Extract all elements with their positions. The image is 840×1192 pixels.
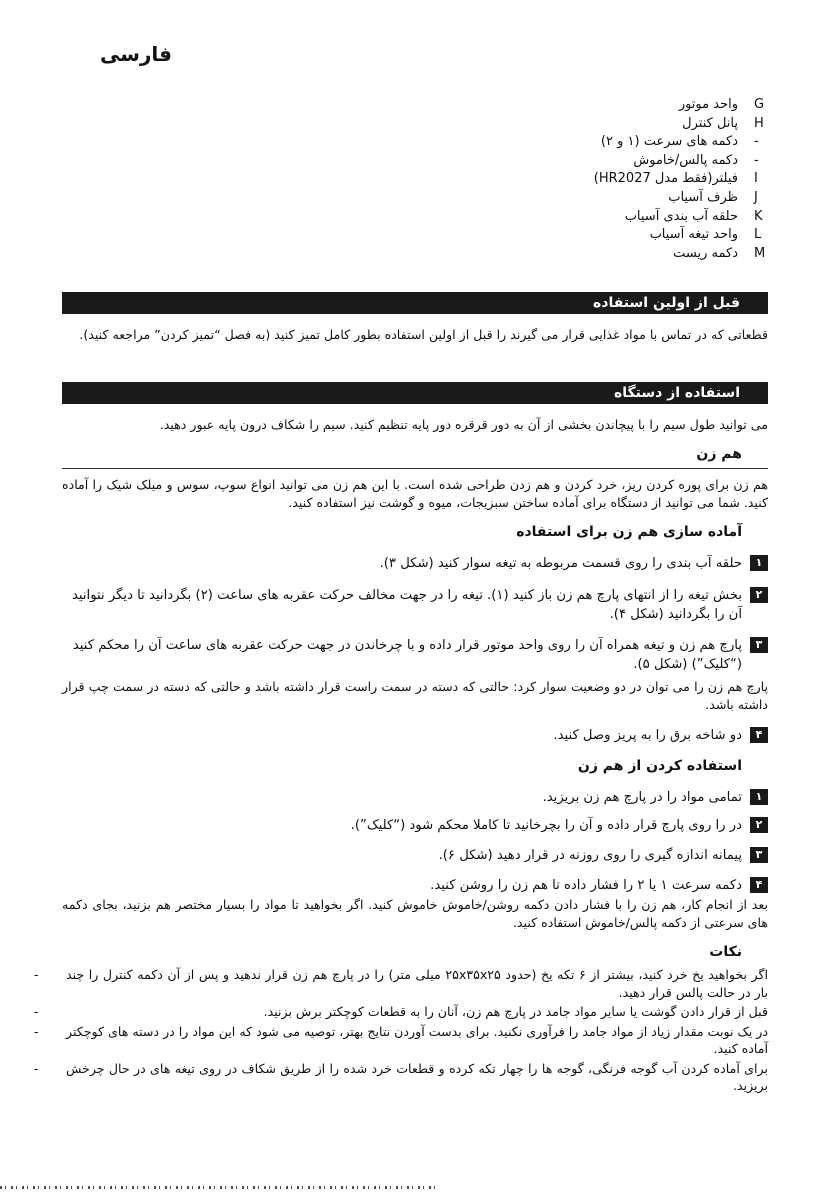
bullet-dash: -	[34, 1004, 39, 1019]
step-text: حلقه آب بندی را روی قسمت مربوطه به تیغه سوار کنید (شکل ۳).	[379, 556, 742, 571]
legend-letter: L	[754, 227, 762, 243]
step-number: ۱	[750, 789, 768, 805]
section-title: استفاده از دستگاه	[614, 385, 740, 401]
legend-text: دکمه پالس/خاموش	[633, 152, 738, 168]
list-item-text: در یک نوبت مقدار زیاد از مواد جامد را فرآوری نکنید. برای بدست آوردن نتایج بهتر، توصیه می شود که این مواد را در دسته های کوچکتر آماده کنید.	[66, 1023, 768, 1056]
step-text: بخش تیغه را از انتهای پارچ هم زن باز کنید (۱). تیغه را در جهت مخالف حرکت عقربه های ساعت (۲) بگردانید تا دیگر نتوانید آن را بگردانید (شکل ۴).	[71, 588, 742, 622]
legend-letter: J	[754, 189, 758, 205]
legend-letter: -	[754, 152, 759, 168]
divider	[62, 468, 768, 469]
list-item	[34, 966, 768, 1001]
legend-text: حلقه آب بندی آسیاب	[624, 208, 738, 224]
section-paragraph: قطعاتی که در تماس با مواد غذایی قرار می گیرند را قبل از اولین استفاده بطور کامل تمیز کنید (به فصل “تمیز کردن” مراجعه کنید).	[79, 327, 768, 342]
step-item	[62, 788, 768, 807]
section-title: قبل از اولین استفاده	[593, 295, 740, 311]
legend-row	[40, 115, 772, 134]
legend-text: دکمه ریست	[673, 245, 738, 261]
step-item	[62, 554, 768, 573]
list-item	[34, 1003, 768, 1021]
step-number: ۳	[750, 847, 768, 863]
bullet-dash: -	[34, 1060, 39, 1076]
print-registration-marks	[0, 1186, 440, 1189]
list-item	[34, 1023, 768, 1058]
language-title: فارسی	[100, 42, 173, 66]
subsection-title: هم زن	[696, 446, 742, 462]
step-item	[62, 726, 768, 745]
legend-letter: H	[754, 115, 764, 131]
step-text: پیمانه اندازه گیری را روی روزنه در قرار دهید (شکل ۶).	[438, 848, 742, 863]
legend-text: پانل کنترل	[682, 115, 738, 131]
bullet-dash: -	[34, 967, 39, 982]
legend-row	[40, 152, 772, 171]
legend-row	[40, 189, 772, 208]
step-number: ۳	[750, 637, 768, 653]
legend-row	[40, 96, 772, 115]
subsection-title: آماده سازی هم زن برای استفاده	[516, 524, 742, 540]
after-use-paragraph: بعد از انجام کار، هم زن را با فشار دادن دکمه روشن/خاموش خاموش کنید. اگر بخواهید تا مواد را بسیار مختصر هم بزنید، بجای دکمه های سرعتی از دکمه پالس/خاموش استفاده کنید.	[62, 897, 768, 930]
legend-row	[40, 133, 772, 152]
step-text: دو شاخه برق را به پریز وصل کنید.	[553, 728, 742, 743]
legend-text: دکمه های سرعت (۱ و ۲)	[600, 134, 738, 150]
tips-list	[34, 966, 768, 1097]
step-text: تمامی مواد را در پارچ هم زن بریزید.	[542, 790, 742, 805]
legend-text: ظرف آسیاب	[668, 189, 738, 205]
legend-row	[40, 245, 772, 264]
subsection-title: استفاده کردن از هم زن	[577, 758, 742, 774]
tips-title: نکات	[709, 944, 742, 960]
section-header-using-appliance	[62, 382, 768, 404]
note-paragraph: پارچ هم زن را می توان در دو وضعیت سوار کرد: حالتی که دسته در سمت راست قرار داشته باشد و حالتی که دسته در سمت چپ قرار داشته باشد.	[62, 679, 768, 712]
section-header-before-first-use	[62, 292, 768, 314]
list-item-text: برای آماده کردن آب گوجه فرنگی، گوجه ها را چهار تکه کرده و قطعات خرد شده را از طریق شکاف در روی تیغه های در حال چرخش بریزید.	[66, 1060, 768, 1093]
step-text: پارچ هم زن و تیغه همراه آن را روی واحد موتور قرار داده و با چرخاندن در جهت حرکت عقربه های ساعت آن را محکم کنید (“کلیک”) (شکل ۵).	[72, 638, 742, 672]
step-item	[62, 876, 768, 895]
step-number: ۱	[750, 555, 768, 571]
legend-text: فیلتر(فقط مدل HR2027)	[593, 171, 738, 187]
step-item	[62, 846, 768, 865]
step-text: در را روی پارچ قرار داده و آن را بچرخانید تا کاملا محکم شود (“کلیک”).	[350, 818, 742, 833]
list-item-text: قبل از قرار دادن گوشت یا سایر مواد جامد در پارچ هم زن، آنان را به قطعات کوچکتر برش بزنید.	[263, 1004, 768, 1019]
parts-legend	[40, 96, 772, 263]
bullet-dash: -	[34, 1023, 39, 1039]
section-paragraph: هم زن برای پوره کردن ریز، خرد کردن و هم زدن طراحی شده است. با این هم زن می توانید انواع سوپ، سوس و میلک شیک را آماده کنید. شما می توانید از دستگاه برای آماده ساختن سبزیجات، میوه و گوشت نیز استفاده کنید.	[62, 477, 768, 510]
step-item	[62, 816, 768, 835]
legend-row	[40, 226, 772, 245]
step-text: دکمه سرعت ۱ یا ۲ را فشار داده تا هم زن را روشن کنید.	[430, 878, 742, 893]
legend-letter: -	[754, 134, 759, 150]
step-item	[62, 586, 768, 624]
step-number: ۲	[750, 587, 768, 603]
list-item-text: اگر بخواهید یخ خرد کنید، بیشتر از ۶ تکه یخ (حدود ۲۵x۳۵x۲۵ میلی متر) را در پارچ هم زن قرار ندهید و پس از آن دکمه کنترل را چند بار در حالت پالس قرار دهید.	[66, 967, 768, 1000]
legend-letter: I	[754, 171, 758, 187]
step-number: ۴	[750, 877, 768, 893]
legend-text: واحد موتور	[678, 97, 738, 112]
legend-letter: G	[754, 97, 765, 112]
step-number: ۲	[750, 817, 768, 833]
legend-row	[40, 208, 772, 227]
step-item	[62, 636, 768, 674]
legend-row	[40, 170, 772, 189]
legend-letter: M	[754, 245, 766, 261]
legend-letter: K	[754, 208, 763, 224]
section-paragraph: می توانید طول سیم را با پیچاندن بخشی از آن به دور قرقره دور پایه تنظیم کنید. سیم را شکاف درون پایه عبور دهید.	[159, 417, 768, 432]
step-number: ۴	[750, 727, 768, 743]
list-item	[34, 1060, 768, 1095]
legend-text: واحد تیغه آسیاب	[649, 227, 738, 243]
